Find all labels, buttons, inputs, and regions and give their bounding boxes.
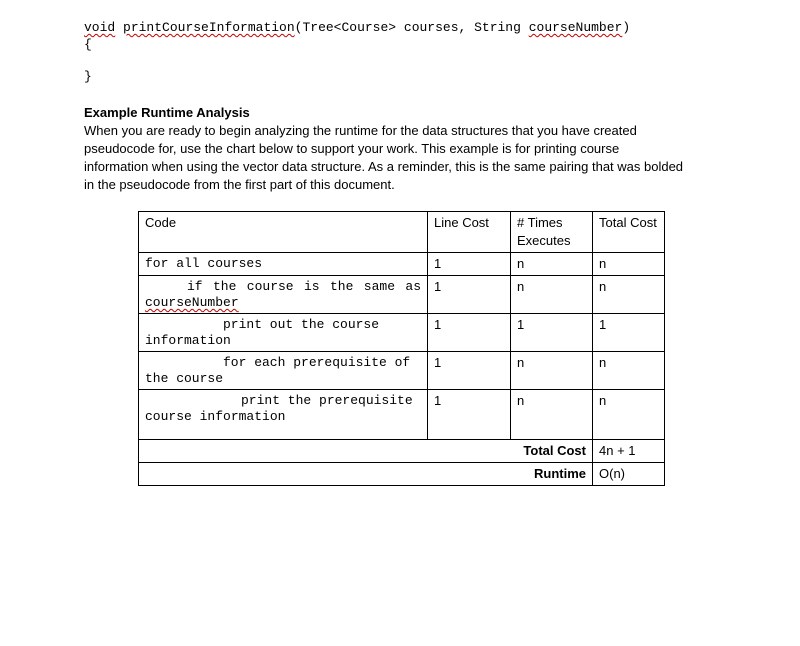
table-header-row (139, 212, 665, 253)
row-total: n (593, 352, 665, 390)
header-line-cost: Line Cost (428, 212, 511, 253)
total-cost-label: Total Cost (139, 440, 593, 463)
row-line-cost: 1 (428, 314, 511, 352)
params-text: (Tree<Course> courses, String (294, 20, 529, 35)
row-code-text: if the course is the same as (187, 279, 421, 294)
table-row (139, 352, 665, 390)
row-line-cost: 1 (428, 390, 511, 440)
table-row (139, 314, 665, 352)
runtime-label: Runtime (139, 463, 593, 486)
row-times: n (511, 253, 593, 276)
header-times-executes: # Times Executes (511, 212, 593, 253)
row-code: for all courses (139, 253, 428, 276)
header-total-cost: Total Cost (593, 212, 665, 253)
row-code: print the prerequisite course information (139, 390, 428, 440)
row-code (139, 276, 428, 314)
section-paragraph: When you are ready to begin analyzing the runtime for the data structures that you have created pseudocode for, use the chart below to support your work. This example is for printing course information when using the vector data structure. As a reminder, this is the same pairing that was bolded in the pseudocode from the first part of this document. (84, 123, 684, 192)
table-row (139, 276, 665, 314)
void-keyword: void (84, 20, 116, 35)
runtime-value: O(n) (593, 463, 665, 486)
row-line-cost: 1 (428, 276, 511, 314)
table-row (139, 253, 665, 276)
row-times: 1 (511, 314, 593, 352)
row-total: n (593, 253, 665, 276)
section-heading: Example Runtime Analysis (84, 105, 250, 120)
params-end: ) (622, 20, 631, 35)
row-code: for each prerequisite of the course (139, 352, 428, 390)
row-code-param: courseNumber (145, 295, 239, 310)
summary-row-runtime (139, 463, 665, 486)
row-code: print out the course information (139, 314, 428, 352)
table-row (139, 390, 665, 440)
row-line-cost: 1 (428, 352, 511, 390)
runtime-table (138, 211, 665, 486)
summary-row-total-cost (139, 440, 665, 463)
row-times: n (511, 276, 593, 314)
function-signature (84, 19, 630, 37)
row-total: n (593, 276, 665, 314)
header-code: Code (139, 212, 428, 253)
row-total: 1 (593, 314, 665, 352)
function-name: printCourseInformation (123, 20, 295, 35)
row-total: n (593, 390, 665, 440)
row-line-cost: 1 (428, 253, 511, 276)
total-cost-value: 4n + 1 (593, 440, 665, 463)
param-course-number: courseNumber (528, 20, 623, 35)
close-brace: } (84, 69, 92, 84)
open-brace: { (84, 37, 92, 52)
row-times: n (511, 352, 593, 390)
row-times: n (511, 390, 593, 440)
